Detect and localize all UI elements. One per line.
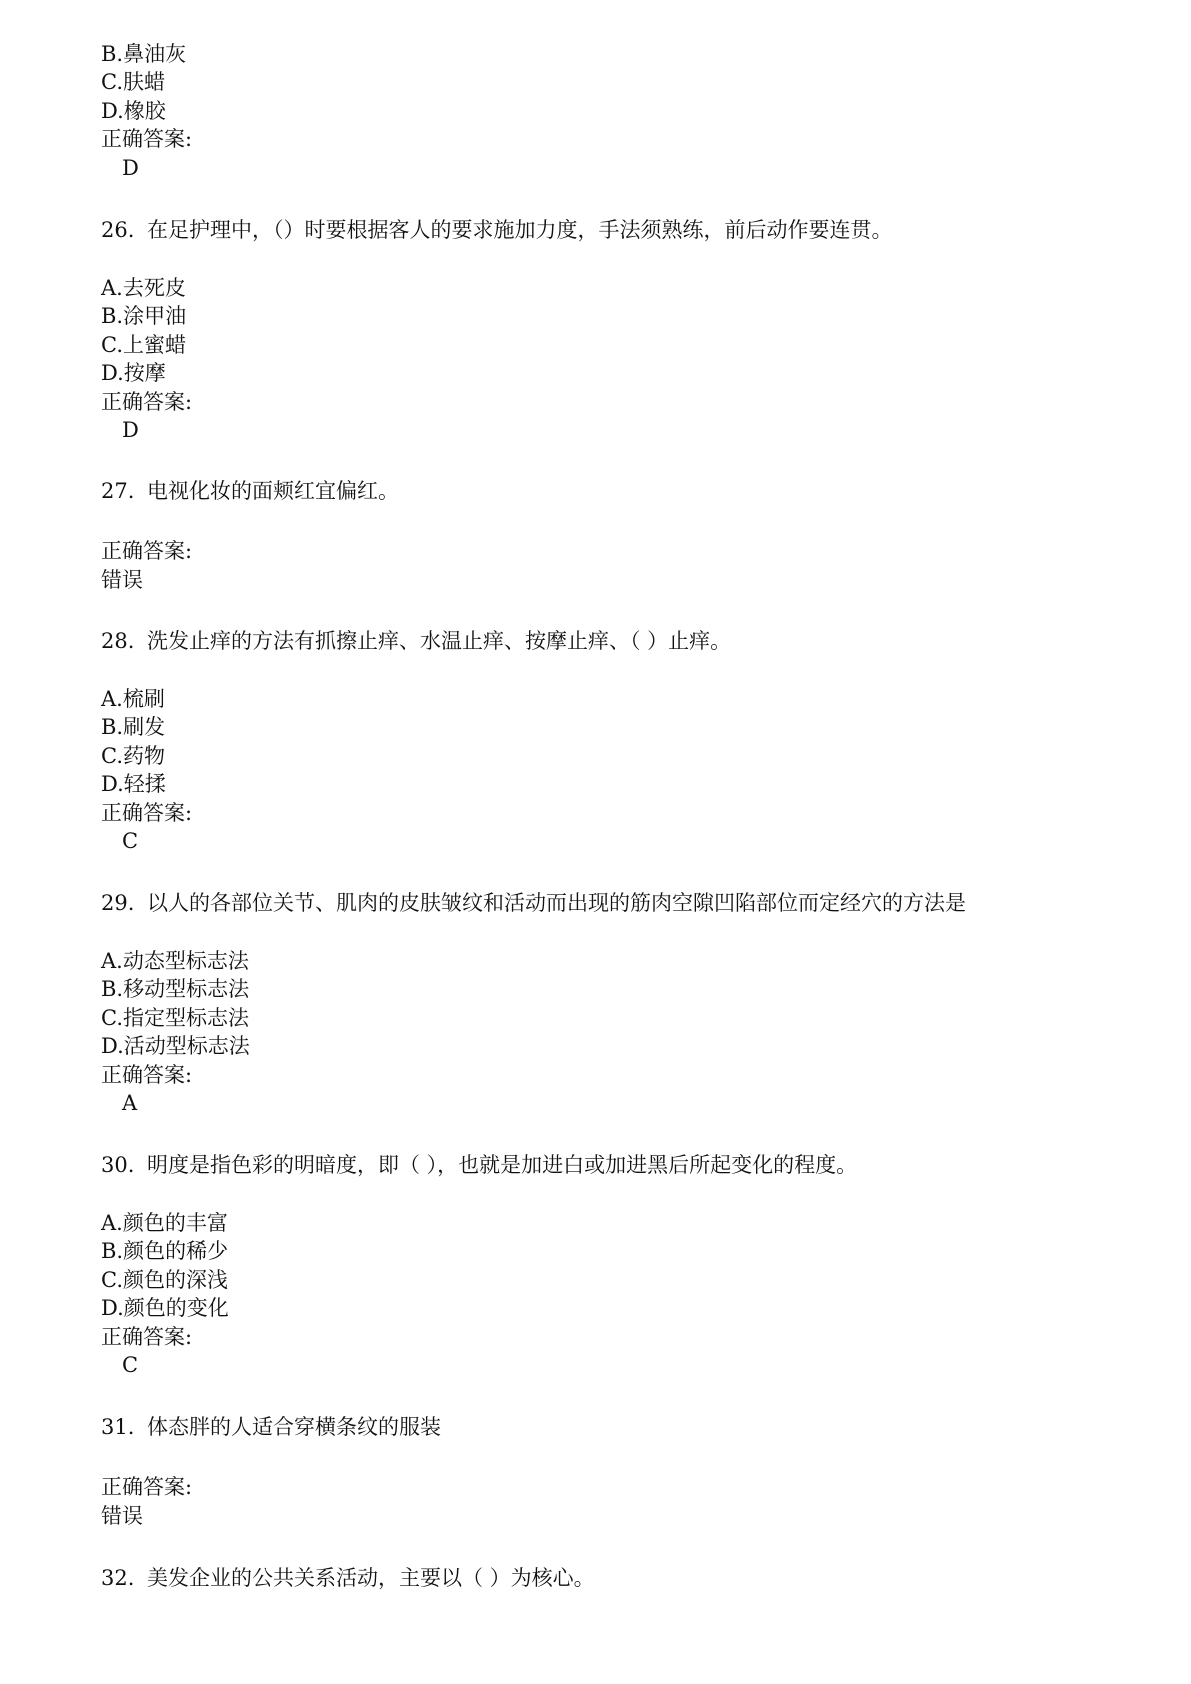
option-c: C.颜色的深浅	[101, 1268, 228, 1292]
option-b: B.涂甲油	[101, 304, 187, 328]
question-number: 29.	[101, 891, 135, 915]
option-b: B.鼻油灰	[101, 42, 187, 66]
question-text: 美发企业的公共关系活动，主要以（ ）为核心。	[147, 1566, 595, 1590]
question-number: 27.	[101, 479, 135, 503]
answer-value: D	[122, 156, 139, 180]
question-text: 明度是指色彩的明暗度，即（ ），也就是加进白或加进黑后所起变化的程度。	[147, 1153, 858, 1177]
answer-label: 正确答案:	[101, 801, 193, 825]
option-c: C.肤蜡	[101, 70, 165, 94]
option-a: A.去死皮	[101, 276, 186, 300]
answer-label: 正确答案:	[101, 1325, 193, 1349]
option-d: D.颜色的变化	[101, 1296, 229, 1320]
question-number: 26.	[101, 218, 135, 242]
question-number: 32.	[101, 1566, 135, 1590]
answer-value: 错误	[101, 568, 143, 592]
question-number: 31.	[101, 1415, 135, 1439]
question-30	[101, 1151, 857, 1179]
question-28	[101, 627, 731, 655]
question-number: 28.	[101, 629, 135, 653]
option-d: D.橡胶	[101, 99, 166, 123]
option-a: A.动态型标志法	[101, 949, 249, 973]
option-a: A.梳刷	[101, 687, 165, 711]
question-number: 30.	[101, 1153, 135, 1177]
question-26	[101, 216, 893, 244]
option-c: C.指定型标志法	[101, 1006, 249, 1030]
question-32	[101, 1564, 595, 1592]
answer-value: C	[122, 1353, 139, 1377]
option-a: A.颜色的丰富	[101, 1211, 228, 1235]
question-text: 电视化妆的面颊红宜偏红。	[147, 479, 399, 503]
question-text: 体态胖的人适合穿横条纹的服装	[147, 1415, 441, 1439]
question-text: 以人的各部位关节、肌肉的皮肤皱纹和活动而出现的筋肉空隙凹陷部位而定经穴的方法是	[147, 891, 966, 915]
answer-label: 正确答案:	[101, 390, 193, 414]
answer-value: A	[122, 1091, 138, 1115]
option-c: C.药物	[101, 744, 165, 768]
question-text: 在足护理中，（）时要根据客人的要求施加力度，手法须熟练，前后动作要连贯。	[147, 218, 893, 242]
option-b: B.刷发	[101, 715, 166, 739]
answer-label: 正确答案:	[101, 539, 193, 563]
answer-value: 错误	[101, 1504, 143, 1528]
option-d: D.轻揉	[101, 772, 166, 796]
answer-label: 正确答案:	[101, 127, 193, 151]
answer-label: 正确答案:	[101, 1063, 193, 1087]
question-29	[101, 889, 966, 917]
option-b: B.颜色的稀少	[101, 1239, 229, 1263]
option-d: D.按摩	[101, 361, 166, 385]
answer-label: 正确答案:	[101, 1475, 193, 1499]
answer-value: C	[122, 829, 139, 853]
question-text: 洗发止痒的方法有抓擦止痒、水温止痒、按摩止痒、（ ）止痒。	[147, 629, 732, 653]
option-d: D.活动型标志法	[101, 1034, 250, 1058]
option-b: B.移动型标志法	[101, 977, 250, 1001]
question-27	[101, 477, 399, 505]
question-31	[101, 1413, 441, 1441]
option-c: C.上蜜蜡	[101, 333, 186, 357]
answer-value: D	[122, 418, 139, 442]
